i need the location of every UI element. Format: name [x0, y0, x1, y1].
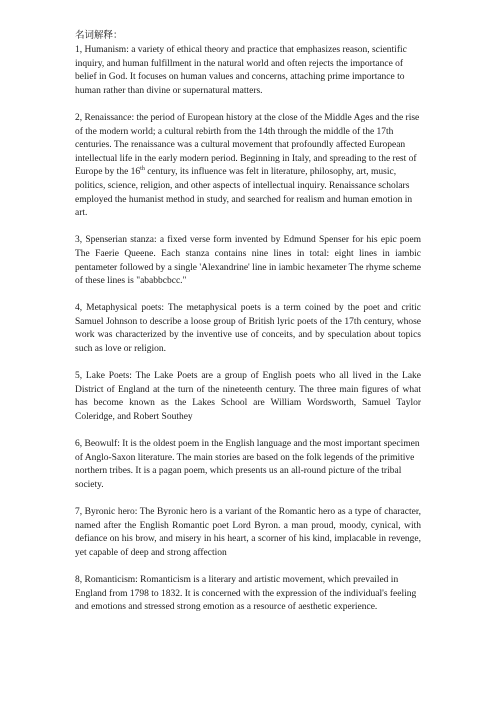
entry-romanticism: 8, Romanticism: Romanticism is a literary and artistic movement, which prevailed in England from 1798 to 1832. It is concerned with the expression of the individual's feeling and emotions and stressed strong emotion as a resource of aesthetic experience.: [75, 575, 417, 613]
entry-beowulf: 6, Beowulf: It is the oldest poem in the English language and the most important specimen of Anglo-Saxon literature. The main stories are based on the folk legends of the primitive northern tribes. It is a pagan poem, which presents us an all-round picture of the tribal society.: [75, 439, 420, 490]
superscript-th: th: [140, 166, 145, 173]
entry-humanism: 1, Humanism: a variety of ethical theory and practice that emphasizes reason, scientific inquiry, and human fulfillment in the natural world and often rejects the importance of belief in God. It focuses on human values and concerns, attaching prime importance to human rather than divine or supernatural matters.: [75, 45, 407, 96]
entry-metaphysical-poets: 4, Metaphysical poets: The metaphysical poets is a term coined by the poet and critic Samuel Johnson to describe a loose group of British lyric poets of the 17th century, whose work was characterized by the inventive use of conceits, and by speculation about topics such as love or religion.: [75, 303, 421, 355]
glossary-heading: 名词解释：: [75, 31, 123, 41]
entry-lake-poets: 5, Lake Poets: The Lake Poets are a group of English poets who all lived in the Lake District of England at the turn of the nineteenth century. The three main figures of what has become known as the Lakes School are William Wordsworth, Samuel Taylor Coleridge, and Robert Southey: [75, 371, 421, 423]
entry-renaissance: [75, 112, 421, 221]
document-page: [75, 30, 421, 615]
entry-renaissance-text-b: century, its influence was felt in literature, philosophy, art, music, politics, science, religion, and other aspects of intellectual inquiry. Renaissance scholars employed the humanist method in study, and searched for realism and human emotion in art.: [75, 167, 413, 219]
entry-spenserian-stanza: 3, Spenserian stanza: a fixed verse form invented by Edmund Spenser for his epic poem The Faerie Queene. Each stanza contains nine lines in total: eight lines in iambic pentameter followed by a single 'Alexandrine' line in iambic hexameter The rhyme scheme of these lines is "ababbcbcc.": [75, 235, 421, 287]
entry-byronic-hero: 7, Byronic hero: The Byronic hero is a variant of the Romantic hero as a type of character, named after the English Romantic poet Lord Byron. a man proud, moody, cynical, with defiance on his brow, and misery in his heart, a scorner of his kind, implacable in revenge, yet capable of deep and strong affection: [75, 507, 421, 558]
entry-renaissance-text-a: 2, Renaissance: the period of European history at the close of the Middle Ages and the rise of the modern world; a cultural rebirth from the 14th through the middle of the 17th centuries. The renaissance was a cultural movement that profoundly affected European intellectual life in the early modern period. Beginning in Italy, and spreading to the rest of Europe by the 16: [75, 112, 420, 178]
